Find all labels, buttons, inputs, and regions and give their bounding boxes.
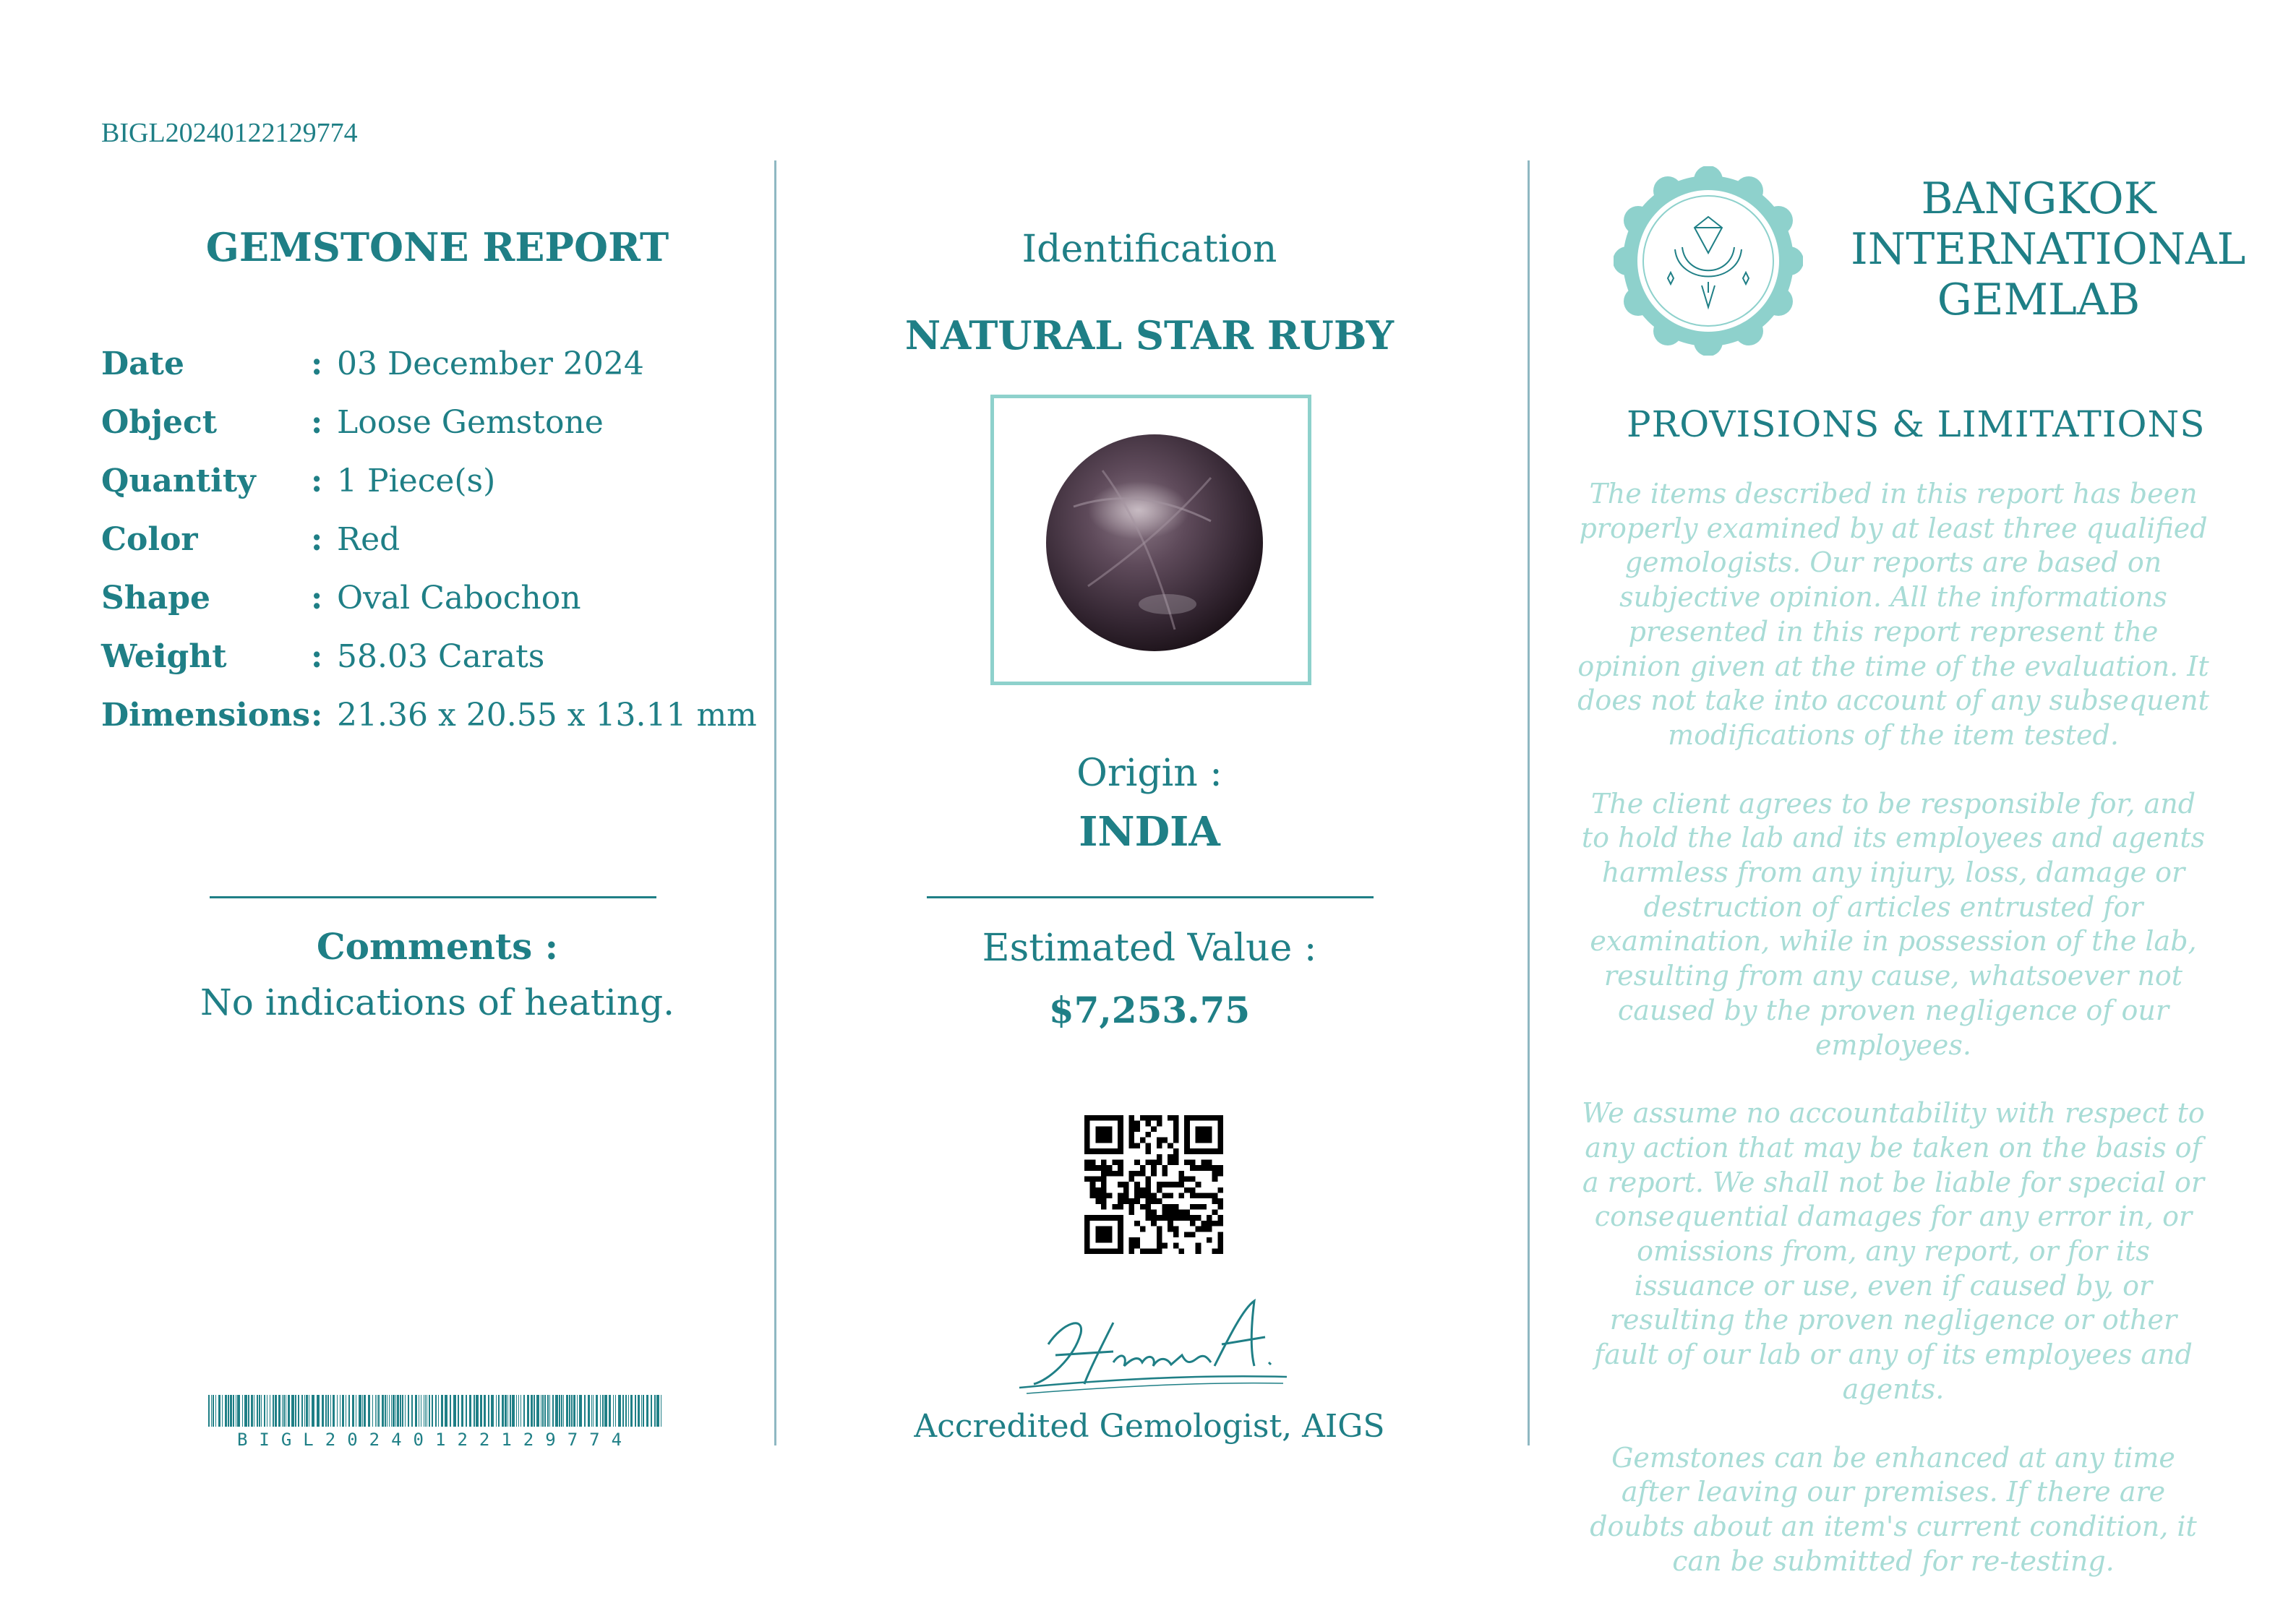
- gem-seal-logo-icon: [1614, 166, 1803, 356]
- left-divider: [210, 896, 656, 898]
- detail-colon: :: [311, 697, 323, 734]
- detail-value: 58.03 Carats: [337, 638, 545, 675]
- detail-label: Date: [101, 345, 184, 382]
- detail-value: 03 December 2024: [337, 345, 644, 382]
- comments-text: No indications of heating.: [200, 981, 674, 1023]
- detail-row-dimensions: [101, 697, 781, 755]
- provisions-title: PROVISIONS & LIMITATIONS: [1627, 403, 2206, 445]
- detail-label: Dimensions: [101, 697, 311, 734]
- origin-label: Origin :: [1076, 752, 1222, 795]
- column-divider-right: [1528, 160, 1530, 1445]
- detail-row-date: [101, 345, 781, 404]
- signature-icon: [1005, 1294, 1294, 1399]
- detail-row-weight: [101, 638, 781, 697]
- detail-colon: :: [311, 521, 323, 558]
- origin-value: INDIA: [1079, 808, 1220, 856]
- detail-label: Object: [101, 404, 218, 441]
- lab-name-line: GEMLAB: [1937, 275, 2141, 325]
- detail-row-color: [101, 521, 781, 580]
- provisions-paragraph: Gemstones can be enhanced at any time after leaving our premises. If there are doubts about an item's current condition, it can be submitted for re-testing.: [1590, 1441, 2197, 1577]
- details-list: [101, 345, 781, 755]
- report-number: BIGL20240122129774: [101, 118, 358, 148]
- detail-label: Color: [101, 521, 198, 558]
- estimated-value: $7,253.75: [1048, 989, 1251, 1031]
- provisions-paragraph: We assume no accountability with respect to any action that may be taken on the basis of a report. We shall not be liable for special or consequential damages for any error in, or omissions from, any report, or for its issuance or use, even if caused by, or resulting the proven negligence or other fault of our lab or any of its employees and agents.: [1582, 1097, 2205, 1405]
- barcode-icon: [208, 1395, 662, 1427]
- detail-row-quantity: [101, 463, 781, 521]
- middle-divider: [927, 896, 1374, 898]
- provisions-text: [1575, 477, 2212, 1612]
- detail-value: 21.36 x 20.55 x 13.11 mm: [337, 697, 757, 734]
- detail-colon: :: [311, 463, 323, 499]
- column-divider-left: [774, 160, 776, 1445]
- gem-photo-frame: [990, 395, 1311, 685]
- detail-value: 1 Piece(s): [337, 463, 496, 499]
- lab-name: [1851, 173, 2246, 325]
- detail-label: Quantity: [101, 463, 256, 499]
- lab-name-line: INTERNATIONAL: [1851, 224, 2246, 275]
- report-title: GEMSTONE REPORT: [205, 224, 669, 270]
- lab-name-line: BANGKOK: [1921, 173, 2156, 224]
- detail-row-object: [101, 404, 781, 463]
- provisions-paragraph: The client agrees to be responsible for, and to hold the lab and its employees and agents harmless from any injury, loss, damage or destruction of articles entrusted for examination, while in possession of the lab, resulting from any cause, whatsoever not caused by the proven negligence of our employees.: [1581, 787, 2206, 1061]
- barcode-text: BIGL20240122129774: [236, 1430, 634, 1450]
- signer-title: Accredited Gemologist, AIGS: [914, 1408, 1385, 1445]
- detail-colon: :: [311, 580, 323, 616]
- detail-label: Shape: [101, 580, 211, 616]
- detail-row-shape: [101, 580, 781, 638]
- identification-label: Identification: [1021, 228, 1277, 271]
- identification-value: NATURAL STAR RUBY: [904, 312, 1395, 358]
- qr-code-icon: [1084, 1115, 1223, 1254]
- detail-colon: :: [311, 404, 323, 441]
- detail-colon: :: [311, 345, 323, 382]
- provisions-paragraph: The items described in this report has been properly examined by at least three qualified gemologists. Our reports are based on subjective opinion. All the informations presented in this report represent the opinion given at the time of the evaluation. It does not take into account of any subsequent modifications of the item tested.: [1577, 478, 2209, 751]
- detail-colon: :: [311, 638, 323, 675]
- star-ruby-photo-icon: [994, 398, 1308, 682]
- comments-label: Comments :: [316, 925, 559, 968]
- detail-value: Loose Gemstone: [337, 404, 604, 441]
- detail-value: Red: [337, 521, 400, 558]
- detail-label: Weight: [101, 638, 227, 675]
- detail-value: Oval Cabochon: [337, 580, 581, 616]
- estimated-value-label: Estimated Value :: [982, 927, 1317, 970]
